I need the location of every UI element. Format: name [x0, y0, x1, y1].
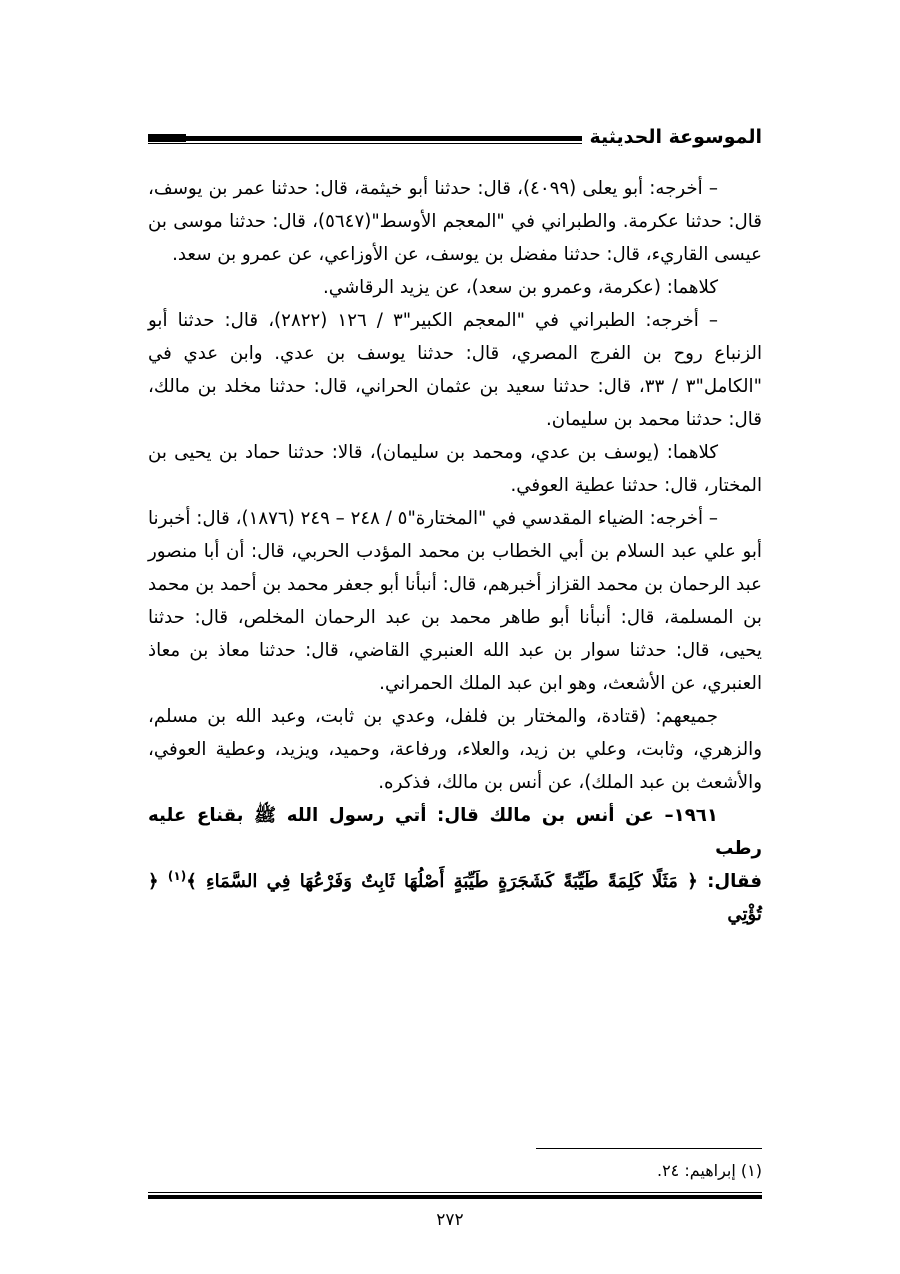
hadith-quote-line: [148, 865, 762, 931]
footnote-reference[interactable]: (١): [167, 868, 187, 883]
running-header: [148, 122, 762, 156]
main-text: [148, 172, 762, 931]
footnote-separator: [536, 1148, 762, 1149]
header-rule-end: [148, 134, 186, 142]
footnote: (١) إبراهيم: ٢٤.: [656, 1161, 762, 1180]
paragraph-takhrij-diya: – أخرجه: الضياء المقدسي في "المختارة"٥ / ٢٤٨ – ٢٤٩ (١٨٧٦)، قال: أخبرنا أبو علي عبد السلام بن أبي الخطاب بن محمد المؤدب الحربي، قال: أن أبا منصور عبد الرحمان بن محمد القزاز أخبرهم، قال: أنبأنا أبو جعفر محمد بن أحمد بن محمد بن المسلمة، قال: أنبأنا أبو طاهر محمد بن عبد الرحمان المخلص، قال: حدثنا يحيى، قال: حدثنا سوار بن عبد الله العنبري القاضي، قال: حدثنا معاذ بن معاذ العنبري، عن الأشعث، وهو ابن عبد الملك الحمراني.: [148, 508, 762, 694]
footer-rule: [148, 1192, 762, 1199]
hadith-lead: فقال:: [707, 871, 763, 892]
hadith-heading: ١٩٦١– عن أنس بن مالك قال: أتي رسول الله ﷺ بقناع عليه رطب: [148, 805, 762, 859]
paragraph-takhrij-tabarani: – أخرجه: الطبراني في "المعجم الكبير"٣ / ١٢٦ (٢٨٢٢)، قال: حدثنا أبو الزنباع روح بن الفرج المصري، قال: حدثنا يوسف بن عدي. وابن عدي في "الكامل"٣ / ٣٣، قال: حدثنا سعيد بن عثمان الحراني، قال: حدثنا مخلد بن مالك، قال: حدثنا محمد بن سليمان.: [148, 310, 762, 430]
quran-quote: ﴿ مَثَلًا كَلِمَةً طَيِّبَةً كَشَجَرَةٍ طَيِّبَةٍ أَصْلُهَا ثَابِتٌ وَفَرْعُهَا فِي السَّمَاءِ ﴾: [186, 871, 698, 892]
paragraph-summary-3: جميعهم: (قتادة، والمختار بن فلفل، وعدي بن ثابت، وعبد الله بن مسلم، والزهري، وثابت، وعلي بن زيد، والعلاء، ورفاعة، وحميد، ويزيد، وعطية العوفي، والأشعث بن عبد الملك)، عن أنس بن مالك، فذكره.: [148, 706, 762, 793]
paragraph-summary-2: كلاهما: (يوسف بن عدي، ومحمد بن سليمان)، قالا: حدثنا حماد بن يحيى بن المختار، قال: حدثنا عطية العوفي.: [148, 442, 762, 496]
page-number: ٢٧٢: [436, 1210, 464, 1230]
paragraph-takhrij-abu-yala: – أخرجه: أبو يعلى (٤٠٩٩)، قال: حدثنا أبو خيثمة، قال: حدثنا عمر بن يوسف، قال: حدثنا عكرمة. والطبراني في "المعجم الأوسط"(٥٦٤٧)، قال: حدثنا موسى بن عيسى القاريء، قال: حدثنا مفضل بن يوسف، عن الأوزاعي، عن عمرو بن سعد.: [148, 178, 762, 265]
quran-quote-continuation: ﴿ تُؤْتِي: [148, 871, 762, 925]
paragraph-summary-1: كلاهما: (عكرمة، وعمرو بن سعد)، عن يزيد الرقاشي.: [323, 277, 718, 298]
header-title: الموسوعة الحديثية: [582, 122, 763, 152]
